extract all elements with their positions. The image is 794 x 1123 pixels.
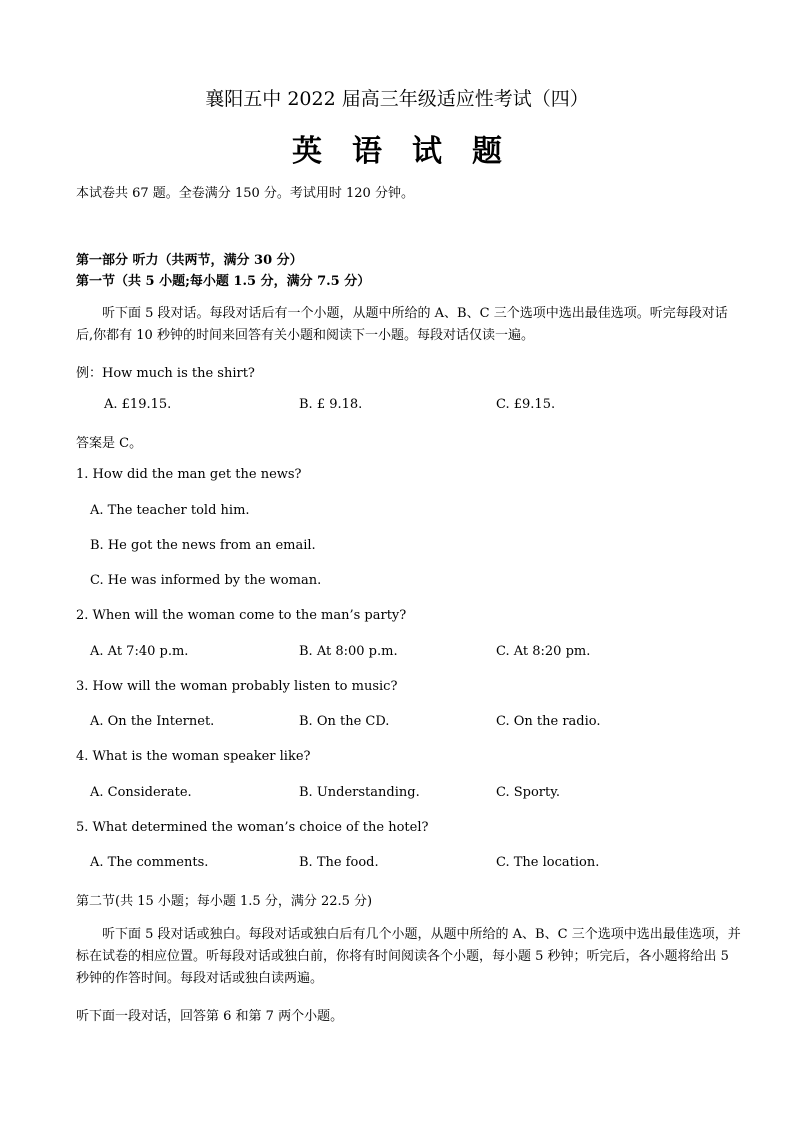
question-4-option-c: C. Sporty. bbox=[496, 785, 560, 800]
question-1-option-a: A. The teacher told him. bbox=[90, 503, 250, 518]
example-option-c: C. £9.15. bbox=[496, 397, 556, 412]
question-2-option-a: A. At 7:40 p.m. bbox=[90, 644, 189, 659]
example-answer: 答案是 C。 bbox=[76, 436, 143, 451]
exam-title: 襄阳五中 2022 届高三年级适应性考试（四） bbox=[205, 88, 589, 110]
question-4-option-b: B. Understanding. bbox=[299, 785, 420, 800]
exam-intro: 本试卷共 67 题。全卷满分 150 分。考试用时 120 分钟。 bbox=[76, 186, 414, 201]
section2-instructions: 听下面 5 段对话或独白。每段对话或独白后有几个小题，从题中所给的 A、B、C 三个选项中选出最佳选项，并标在试卷的相应位置。听每段对话或独白前，你将有时间阅读各个小题，每小题 5 秒钟；听完后，各小题将给出 5 秒钟的作答时间。每段对话或独白读两遍。 bbox=[76, 927, 741, 986]
question-2-option-b: B. At 8:00 p.m. bbox=[299, 644, 398, 659]
question-5-option-b: B. The food. bbox=[299, 855, 379, 870]
question-4: 4. What is the woman speaker like? bbox=[76, 749, 311, 764]
question-3-option-b: B. On the CD. bbox=[299, 714, 390, 729]
question-3-option-a: A. On the Internet. bbox=[90, 714, 215, 729]
example-option-b: B. £ 9.18. bbox=[299, 397, 363, 412]
question-5-option-a: A. The comments. bbox=[90, 855, 209, 870]
question-1: 1. How did the man get the news? bbox=[76, 467, 302, 482]
question-5-option-c: C. The location. bbox=[496, 855, 600, 870]
question-3-option-c: C. On the radio. bbox=[496, 714, 601, 729]
section1-instructions: 听下面 5 段对话。每段对话后有一个小题，从题中所给的 A、B、C 三个选项中选出最佳选项。听完每段对话后,你都有 10 秒钟的时间来回答有关小题和阅读下一小题。每段对话仅读一遍。 bbox=[76, 306, 728, 343]
exam-subject: 英语试题 bbox=[292, 134, 532, 169]
section1-heading: 第一节（共 5 小题;每小题 1.5 分，满分 7.5 分） bbox=[76, 274, 371, 289]
question-2: 2. When will the woman come to the man’s party? bbox=[76, 608, 407, 623]
question-3: 3. How will the woman probably listen to music? bbox=[76, 679, 398, 694]
next-dialogue-instruction: 听下面一段对话，回答第 6 和第 7 两个小题。 bbox=[76, 1009, 344, 1024]
question-1-option-b: B. He got the news from an email. bbox=[90, 538, 316, 553]
question-4-option-a: A. Considerate. bbox=[90, 785, 192, 800]
question-5: 5. What determined the woman’s choice of the hotel? bbox=[76, 820, 429, 835]
example-option-a: A. £19.15. bbox=[104, 397, 172, 412]
example-question: 例：How much is the shirt? bbox=[76, 366, 255, 381]
part1-heading: 第一部分 听力（共两节，满分 30 分） bbox=[76, 253, 303, 268]
section2-heading: 第二节(共 15 小题；每小题 1.5 分，满分 22.5 分) bbox=[76, 894, 373, 909]
question-1-option-c: C. He was informed by the woman. bbox=[90, 573, 322, 588]
question-2-option-c: C. At 8:20 pm. bbox=[496, 644, 591, 659]
